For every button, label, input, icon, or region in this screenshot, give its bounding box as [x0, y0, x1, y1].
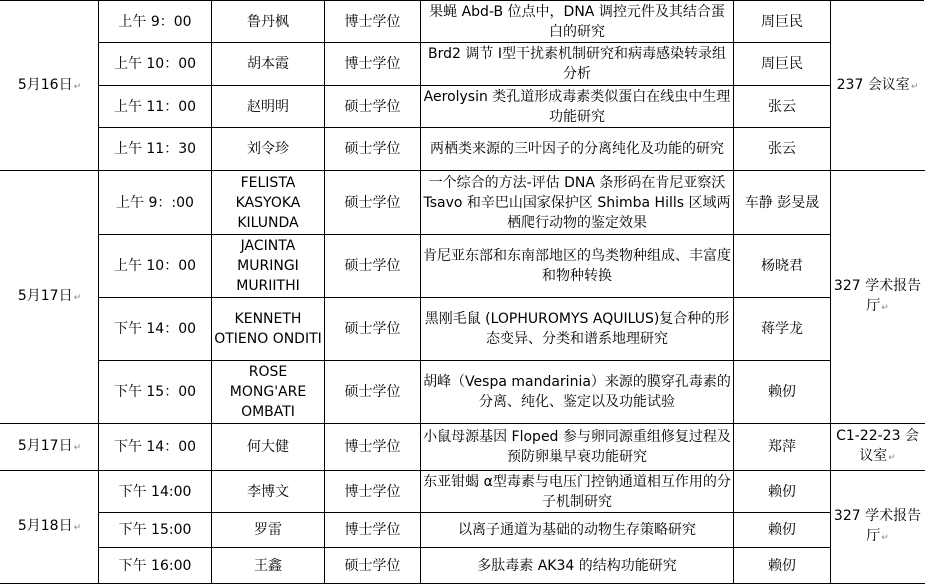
- advisor-cell: 张云: [734, 128, 831, 171]
- table-row: [1, 424, 925, 471]
- degree-cell: 博士学位: [325, 471, 421, 513]
- degree-cell: 博士学位: [325, 513, 421, 548]
- advisor-cell: 赖仞: [734, 548, 831, 584]
- date-cell: 5月18日↵: [1, 471, 99, 584]
- topic-cell: 肯尼亚东部和东南部地区的鸟类物种组成、丰富度和物种转换: [421, 235, 734, 298]
- advisor-cell: 车静 彭旻晟: [734, 171, 831, 235]
- name-cell: ROSE MONG'ARE OMBATI: [212, 361, 325, 424]
- degree-cell: 硕士学位: [325, 128, 421, 171]
- advisor-cell: 周巨民: [734, 1, 831, 43]
- topic-cell: Brd2 调节 Ⅰ型干扰素机制研究和病毒感染转录组分析: [421, 43, 734, 86]
- venue-cell: 237 会议室↵: [831, 1, 925, 171]
- table-row: [1, 128, 925, 171]
- time-cell: 上午 9：:00: [99, 171, 212, 235]
- name-cell: 赵明明: [212, 86, 325, 128]
- time-cell: 上午 11：30: [99, 128, 212, 171]
- venue-cell: 327 学术报告厅↵: [831, 171, 925, 424]
- time-cell: 上午 9：00: [99, 1, 212, 43]
- name-cell: KENNETH OTIENO ONDITI: [212, 298, 325, 361]
- name-cell: 何大健: [212, 424, 325, 471]
- venue-cell: C1-22-23 会议室↵: [831, 424, 925, 471]
- degree-cell: 硕士学位: [325, 548, 421, 584]
- time-cell: 下午 14:00: [99, 471, 212, 513]
- date-cell: 5月17日↵: [1, 171, 99, 424]
- topic-cell: 胡峰（Vespa mandarinia）来源的膜穿孔毒素的分离、纯化、鉴定以及功能试验: [421, 361, 734, 424]
- advisor-cell: 郑萍: [734, 424, 831, 471]
- time-cell: 下午 14：00: [99, 424, 212, 471]
- time-cell: 上午 10：00: [99, 235, 212, 298]
- degree-cell: 硕士学位: [325, 86, 421, 128]
- topic-cell: 以离子通道为基础的动物生存策略研究: [421, 513, 734, 548]
- advisor-cell: 杨晓君: [734, 235, 831, 298]
- topic-cell: Aerolysin 类孔道形成毒素类似蛋白在线虫中生理功能研究: [421, 86, 734, 128]
- table-row: [1, 361, 925, 424]
- topic-cell: 多肽毒素 AK34 的结构功能研究: [421, 548, 734, 584]
- time-cell: 下午 15：00: [99, 361, 212, 424]
- degree-cell: 博士学位: [325, 1, 421, 43]
- topic-cell: 果蝇 Abd-B 位点中，DNA 调控元件及其结合蛋白的研究: [421, 1, 734, 43]
- time-cell: 下午 15:00: [99, 513, 212, 548]
- degree-cell: 博士学位: [325, 424, 421, 471]
- name-cell: FELISTA KASYOKA KILUNDA: [212, 171, 325, 235]
- time-cell: 下午 14：00: [99, 298, 212, 361]
- degree-cell: 硕士学位: [325, 298, 421, 361]
- table-row: [1, 86, 925, 128]
- advisor-cell: 周巨民: [734, 43, 831, 86]
- name-cell: 鲁丹枫: [212, 1, 325, 43]
- time-cell: 上午 10：00: [99, 43, 212, 86]
- topic-cell: 两栖类来源的三叶因子的分离纯化及功能的研究: [421, 128, 734, 171]
- table-row: [1, 235, 925, 298]
- table-row: [1, 298, 925, 361]
- time-cell: 上午 11：00: [99, 86, 212, 128]
- name-cell: 王鑫: [212, 548, 325, 584]
- table-row: [1, 548, 925, 584]
- topic-cell: 一个综合的方法-评估 DNA 条形码在肯尼亚察沃 Tsavo 和辛巴山国家保护区 Shimba Hills 区域两栖爬行动物的鉴定效果: [421, 171, 734, 235]
- advisor-cell: 蒋学龙: [734, 298, 831, 361]
- name-cell: 罗雷: [212, 513, 325, 548]
- degree-cell: 硕士学位: [325, 361, 421, 424]
- degree-cell: 硕士学位: [325, 171, 421, 235]
- advisor-cell: 张云: [734, 86, 831, 128]
- topic-cell: 黑刚毛鼠 (LOPHUROMYS AQUILUS)复合种的形态变异、分类和谱系地理研究: [421, 298, 734, 361]
- name-cell: JACINTA MURINGI MURIITHI: [212, 235, 325, 298]
- degree-cell: 博士学位: [325, 43, 421, 86]
- date-cell: 5月16日↵: [1, 1, 99, 171]
- time-cell: 下午 16:00: [99, 548, 212, 584]
- degree-cell: 硕士学位: [325, 235, 421, 298]
- advisor-cell: 赖仞: [734, 361, 831, 424]
- advisor-cell: 赖仞: [734, 471, 831, 513]
- name-cell: 李博文: [212, 471, 325, 513]
- table-row: [1, 513, 925, 548]
- name-cell: 胡本霞: [212, 43, 325, 86]
- advisor-cell: 赖仞: [734, 513, 831, 548]
- venue-cell: 327 学术报告厅↵: [831, 471, 925, 584]
- topic-cell: 东亚钳蝎 α型毒素与电压门控钠通道相互作用的分子机制研究: [421, 471, 734, 513]
- date-cell: 5月17日↵: [1, 424, 99, 471]
- table-row: [1, 471, 925, 513]
- table-row: [1, 171, 925, 235]
- topic-cell: 小鼠母源基因 Floped 参与卵同源重组修复过程及预防卵巢早衰功能研究: [421, 424, 734, 471]
- table-row: [1, 43, 925, 86]
- name-cell: 刘令珍: [212, 128, 325, 171]
- table-row: [1, 1, 925, 43]
